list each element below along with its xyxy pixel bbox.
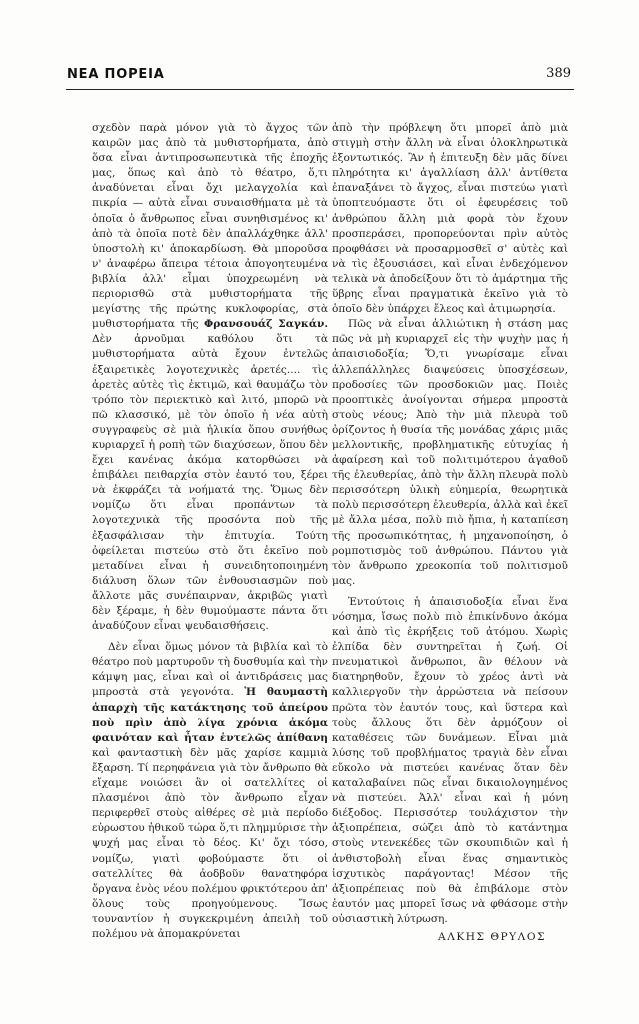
right-paragraph-1: ἀπὸ τὴν πρόβλεψη ὅτι μπορεῖ ἀπὸ μιὰ στιγμὴ στὴν ἄλλη νὰ εἶναι ὁλοκληρωτικὰ ἐξοντωτικός. Ἂν ἡ ἐπιτευξη δὲν μᾶς δίνει πληρότητα κι' ἀγαλλίαση ἀλλ' ἀντίθετα ἐπαναξάνει τὸ ἄγχος, εἶναι πιστεύω γιατὶ ὑποπτευόμαστε ὅτι οἱ ἐφευρέσεις τοῦ ἀνθρώπου ἄλλη μιὰ φορὰ τὸν ἔχουν προσπεράσει, προπορεύονται πρὶν αὐτὸς προφθάσει νὰ προσαρμοσθεῖ σ' αὐτὲς καὶ νὰ τὶς ἐξουσιάσει, καὶ εἶναι ἐνδεχόμενον τελικὰ νὰ ἀποδείξουν ὅτι τὸ ἁμάρτημα τῆς ὕβρης εἶναι πραγματικὰ ἐκεῖνο γιὰ τὸ ὁποῖο δὲν ὑπάρχει ἔλεος καὶ ἀτιμωρησία. [332, 122, 568, 316]
right-paragraph-3: Ἐντούτοις ἡ ἀπαισιοδοξία εἶναι ἕνα νόσημα, ἴσως πολὺ πιὸ ἐπικίνδυνο ἀκόμα καὶ ἀπὸ τὶς ἐκρήξεις τοῦ ἀτόμου. Χωρὶς ἐλπίδα δὲν συντηρεῖται ἡ ζωή. Οἱ πνευματικοὶ ἄνθρωποι, ἂν θέλουν νὰ διατηρηθοῦν, ἔχουν τὸ χρέος ἀντὶ νὰ καλλιεργοῦν τὴν ἀρρώστεια νὰ πείσουν πρῶτα τὸν ἑαυτόν τους, καὶ ὕστερα καὶ τοὺς ἄλλους ὅτι δὲν ἁρμόζουν οἱ καταθέσεις τῶν δυνάμεων. Εἶναι μιὰ λύσης τοῦ προβλήματος τραγιὰ δὲν εἶναι εὔκολο νὰ πιστεύει κανένας ὅταν δὲν καταλαβαίνει πῶς εἶναι δικαιολογημένος νὰ πιστεύει. Ἀλλ' εἶναι καὶ ἡ μόνη διέξοδος. Περισσότερ τουλάχιστον τὴν ἀξιοπρέπεια, σώζει ἀπὸ τὸ κατάντημα στοὺς ντενεκέδες τῶν σκουπιδιῶν καὶ ἡ ἀνθιστοβολὴ εἶναι ἕνας σημαντικὸς ἰσχυτικὸς παράγοντας! Μέσον τῆς ἀξιοπρέπειας ποὺ θὰ ἐπιβάλομε στὸν ἑαυτόν μας μπορεῖ ἴσως νὰ φθάσομε στὴν οὐσιαστικὴ λύτρωση. [332, 595, 568, 925]
bold-sentence: Ἡ θαυμαστὴ ἁπαρχὴ τῆς κατάκτησης τοῦ ἀπείρου ποὺ πρὶν ἀπὸ λίγα χρόνια ἀκόμα φαινόταν καὶ ἦταν ἐντελῶς ἀπίθανη [92, 686, 328, 744]
left-paragraph-2: Δὲν εἶναι ὅμως μόνον τὰ βιβλία καὶ τὸ θέατρο ποὺ μαρτυροῦν τὴ δυσθυμία καὶ τὴν κάμψη μας, εἶναι καὶ οἱ ἀντιδράσεις μας μπροστὰ στὰ γεγονότα. Ἡ θαυμαστὴ ἁπαρχὴ τῆς κατάκτησης τοῦ ἀπείρου ποὺ πρὶν ἀπὸ λίγα χρόνια ἀκόμα φαινόταν καὶ ἦταν ἐντελῶς ἀπίθανη καὶ φανταστικὴ δὲν μᾶς χαρίσε καμμιὰ ἔξαρση. Τί περηφάνεια γιὰ τὸν ἄνθρωπο θὰ εἴχαμε νοιώσει ἂν οἱ σατελλίτες οἱ πλασμένοι ἀπὸ τὸν ἄνθρωπο εἶχαν περιφερθεῖ στοὺς αἰθέρες σὲ μιὰ περίοδο εὐρωστου ἠθικοῦ τώρα ὅ,τι πλημμύρισε τὴν ψυχή μας εἶναι τὸ δέος. Κι' ὄχι τόσο, νομίζω, γιατὶ φοβούμαστε ὅτι οἱ σατελλίτες θὰ ἀοδβοῦν θανατηφόρα ὄργανα ἐνὸς νέου πολέμου φρικτότερου ἀπ' ὅλους τοὺς προηγούμενους. Ἴσως τουναντίον ἡ συγκεκριμένη ἀπειλὴ τοῦ πολέμου νὰ ἀπομακρύνεται [92, 641, 328, 940]
author-name-bold: Φρανσουάζ Σαγκάν. [204, 318, 329, 331]
left-paragraph-1: σχεδὸν παρὰ μόνον γιὰ τὸ ἄγχος τῶν καιρῶν μας ἀπὸ τὰ μυθιστορήματα, ἀπὸ ὅσα εἶναι ἀντιπροσωπευτικὰ τῆς ἐποχῆς μας, ὅπως καὶ ἀπὸ τὸ θέατρο, ὅ,τι ἀναδύνεται εἶναι ὄχι μελαγχολία καὶ πικρία — αὐτὰ εἶναι συναισθήματα μὲ τὰ ὁποῖα ὁ ἄνθρωπος εἶναι συνηθισμένος κι' ἀπὸ τὰ ὁποῖα ποτὲ δὲν ἀπαλλάχθηκε ἀλλ' ὑποστολὴ κι' ἀποκαρδίωση. Θὰ μποροῦσα ν' ἀναφέρω ἄπειρα τέτοια ἀπογοητευμένα βιβλία ἀλλ' εἶμαι ὑποχρεωμένη νὰ περιορισθῶ στὰ μυθιστορήματα τῆς μεγίστης τῆς πρώτης κυκλοφορίας, στὰ μυθιστορήματα τῆς Φρανσουάζ Σαγκάν. Δὲν ἀρνοῦμαι καθόλου ὅτι τὰ μυθιστορήματα αὐτὰ ἔχουν ἐντελῶς ἐξαιρετικὲς λογοτεχνικὲς ἀρετές.... τὶς ἀρετὲς αὐτὲς τὶς ἐκτιμῶ, καὶ θαυμάζω τὸν τρόπο τὸν περιεκτικὸ καὶ λιτό, μπορῶ νὰ πῶ κλασσικό, μὲ τὸν ὁποῖο ἡ νέα αὐτὴ συγγραφεὺς σὲ μιὰ ἡλικία ὅπου συνήθως κυριαρχεῖ ἡ ροπὴ τῶν διαχύσεων, ὅπου δὲν ἔχει κανένας ἀκόμα κατορθώσει νὰ ἐπιβάλει πειθαρχία στὸν ἑαυτό του, ξέρει νὰ ἐκφράζει τὰ νοήματά της. Ὅμως δὲν νομίζω ὅτι εἶναι προπάντων τὰ λογοτεχνικὰ τῆς προσόντα ποὺ τῆς ἐξασφάλισαν τὴν ἐπιτυχία. Τούτη ὀφείλεται πιστεύω στὸ ὅτι ἐκεῖνο ποὺ μεταδίνει εἶναι ἡ συνειδητοποιημένη διάλυση ὅλων τῶν ἐνθουσιασμῶν ποὺ ἄλλοτε μᾶς συνέπαιρναν, ἀκριβῶς γιατὶ δὲν ξέραμε, ἡ δὲν θυμούμαστε πάντα ὅτι ἀναδύζουν εἶναι ψευδαισθήσεις. [92, 122, 329, 633]
left-column [92, 121, 328, 942]
running-title: ΝΕΑ ΠΟΡΕΙΑ [67, 67, 165, 82]
author-signature: ΑΛΚΗΣ ΘΡΥΛΟΣ [438, 930, 546, 943]
right-paragraph-2: Πῶς νὰ εἶναι ἀλλιώτικη ἡ στάση μας πῶς νὰ μὴ κυριαρχεῖ εἰς τὴν ψυχὴν μας ἡ ἀπαισιοδοξία; Ὅ,τι γνωρίσαμε εἶναι ἀλλεπάλληλες διαψεύσεις ὑποσχέσεων, προδοσίες τῶν προσδοκιῶν μας. Ποιὲς προοπτικὲς ἀνοίγονται σήμερα μπροστὰ στοὺς νέους; Ἀπὸ τὴν μιὰ πλευρὰ τοῦ ὁρίζοντος ἡ θυσία τῆς μονάδας χάρις μιᾶς μελλοντικῆς, προβληματικῆς εὐτυχίας ἡ ἀφαίρεση καὶ τοῦ πολιτιμότερου ἀγαθοῦ τῆς ἐλευθερίας, ἀπὸ τὴν ἄλλη πλευρὰ πολὺ περισσότερη ὑλικὴ εὐημερία, θεωρητικὰ πολὺ περισσότερη ἐλευθερία, ἀλλὰ καὶ ἐκεῖ μὲ ἄλλα μέσα, πολὺ πιὸ ἤπια, ἡ καταπίεση τῆς προσωπικότητας, ἡ μηχανοποίηση, ὁ ρομποτισμὸς τοῦ ἀνθρώπου. Πάντου γιὰ τὸν ἄνθρωπο χρεοκοπία τοῦ πολιτισμοῦ μας. [332, 318, 568, 587]
header-rule [66, 89, 574, 90]
right-column [332, 121, 568, 945]
page-number: 389 [546, 66, 571, 81]
